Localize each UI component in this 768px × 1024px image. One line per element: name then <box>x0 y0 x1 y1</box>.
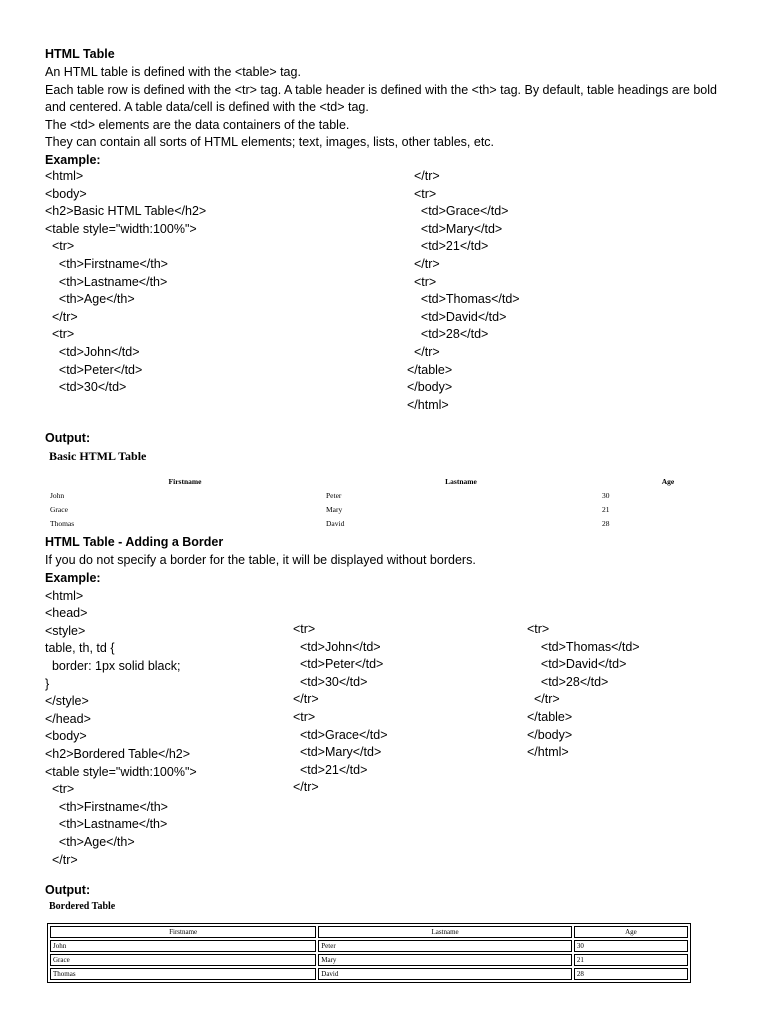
table-cell: Grace <box>50 954 316 966</box>
table-cell: 21 <box>602 504 610 514</box>
code-line: <td>30</td> <box>293 674 368 689</box>
section1-intro <box>45 64 725 170</box>
code-line: <th>Age</th> <box>45 292 135 307</box>
code-line: } <box>45 676 50 691</box>
code-line: border: 1px solid black; <box>45 658 181 673</box>
table-cell: Peter <box>326 490 342 500</box>
table-header-cell: Lastname <box>318 926 572 938</box>
code-line: <td>John</td> <box>45 344 140 359</box>
code-line: <tr> <box>527 622 550 636</box>
code-line: </html> <box>527 745 569 760</box>
code-line: <th>Lastname</th> <box>45 817 168 832</box>
code-line: Example: <box>45 571 101 585</box>
code-line: <tr> <box>407 274 437 289</box>
code-line: <table style="width:100%"> <box>45 764 197 779</box>
basic-table-heading: Basic HTML Table <box>49 449 147 463</box>
code-line: <th>Lastname</th> <box>45 274 168 289</box>
section1-code-right <box>407 168 520 414</box>
table-header-cell: Age <box>574 926 688 938</box>
example-label: Example: <box>45 152 101 167</box>
code-line: <th>Age</th> <box>45 834 135 849</box>
table-cell: 28 <box>602 518 610 528</box>
section2-code-col2 <box>293 621 388 797</box>
code-line: <td>21</td> <box>293 762 368 777</box>
table-header-row <box>50 926 688 938</box>
code-line: <td>30</td> <box>45 380 127 395</box>
basic-output-table <box>47 474 737 530</box>
code-line: <head> <box>45 606 88 621</box>
code-line: <td>David</td> <box>527 657 627 672</box>
code-line: </tr> <box>407 256 440 271</box>
code-line: </tr> <box>407 169 440 183</box>
bordered-output-table <box>47 923 691 983</box>
intro-line: The <td> elements are the data containers of the table. <box>45 117 350 132</box>
code-line: <td>Thomas</td> <box>407 292 520 307</box>
code-line: <td>28</td> <box>407 327 489 342</box>
code-line: <td>Grace</td> <box>407 204 509 219</box>
table-cell: 28 <box>574 968 688 980</box>
section1-title: HTML Table <box>45 47 115 61</box>
code-line: <tr> <box>45 327 75 342</box>
code-line: <td>Peter</td> <box>45 362 143 377</box>
table-cell: John <box>50 490 65 500</box>
code-line: <td>Mary</td> <box>407 221 503 236</box>
code-line: </tr> <box>45 852 78 867</box>
table-row <box>50 940 688 952</box>
table-header-cell: Firstname <box>50 926 316 938</box>
table-header-cell: Age <box>661 476 675 486</box>
code-line: <tr> <box>293 709 316 724</box>
code-line: <td>Thomas</td> <box>527 639 640 654</box>
code-line: </table> <box>527 709 573 724</box>
code-line: <td>Mary</td> <box>293 745 382 760</box>
section2-code-col3 <box>527 621 640 762</box>
table-header-cell: Lastname <box>445 476 477 486</box>
code-line: </tr> <box>527 692 560 707</box>
table-cell: Grace <box>50 504 68 514</box>
code-line: <td>Peter</td> <box>293 657 384 672</box>
table-cell: Peter <box>318 940 572 952</box>
output-label: Output: <box>45 883 91 897</box>
section2-intro: If you do not specify a border for the table, it will be displayed without borders. <box>45 553 476 567</box>
table-row <box>47 488 737 502</box>
table-cell: Mary <box>318 954 572 966</box>
code-line: <th>Firstname</th> <box>45 799 168 814</box>
code-line: <h2>Bordered Table</h2> <box>45 746 191 761</box>
code-line: <table style="width:100%"> <box>45 221 197 236</box>
section1-code-left <box>45 168 206 397</box>
table-row <box>47 516 737 530</box>
table-header-cell: Firstname <box>168 476 202 486</box>
code-line: </tr> <box>45 309 78 324</box>
code-line: <tr> <box>45 782 75 797</box>
code-line: <html> <box>45 588 84 603</box>
code-line: <td>David</td> <box>407 309 507 324</box>
code-line: </tr> <box>293 780 319 795</box>
table-cell: 21 <box>574 954 688 966</box>
code-line: </html> <box>407 397 449 412</box>
code-line: </style> <box>45 694 89 709</box>
table-header-row <box>47 474 737 488</box>
code-line: table, th, td { <box>45 641 115 656</box>
table-cell: David <box>318 968 572 980</box>
output-label: Output: <box>45 431 91 445</box>
code-line: <td>28</td> <box>527 674 609 689</box>
section2-title: HTML Table - Adding a Border <box>45 535 224 549</box>
intro-line: An HTML table is defined with the <table> tag. <box>45 65 301 79</box>
code-line: <body> <box>45 186 87 201</box>
code-line: </head> <box>45 711 91 726</box>
code-line: <tr> <box>293 622 316 636</box>
table-cell: Thomas <box>50 518 75 528</box>
table-cell: 30 <box>602 490 610 500</box>
table-row <box>50 954 688 966</box>
table-row <box>47 502 737 516</box>
code-line: </body> <box>527 727 573 742</box>
intro-line: Each table row is defined with the <tr> tag. A table header is defined with the <th> tag. By default, table headings are bold and centered. A table data/cell is defined with the <td> tag. <box>45 82 717 115</box>
code-line: <style> <box>45 623 86 638</box>
code-line: <td>21</td> <box>407 239 489 254</box>
table-cell: David <box>326 518 345 528</box>
table-row <box>50 968 688 980</box>
code-line: <td>John</td> <box>293 639 381 654</box>
code-line: <h2>Basic HTML Table</h2> <box>45 204 207 219</box>
code-line: <html> <box>45 169 84 183</box>
table-cell: John <box>50 940 316 952</box>
code-line: <tr> <box>407 186 437 201</box>
code-line: <td>Grace</td> <box>293 727 388 742</box>
code-line: </tr> <box>407 344 440 359</box>
bordered-table-heading: Bordered Table <box>49 901 116 912</box>
code-line: </table> <box>407 362 453 377</box>
table-cell: Mary <box>326 504 343 514</box>
table-cell: 30 <box>574 940 688 952</box>
code-line: </body> <box>407 380 453 395</box>
code-line: <tr> <box>45 239 75 254</box>
table-cell: Thomas <box>50 968 316 980</box>
section2-code-col1 <box>45 570 197 869</box>
code-line: </tr> <box>293 692 319 707</box>
code-line: <body> <box>45 729 87 744</box>
code-line: <th>Firstname</th> <box>45 256 168 271</box>
intro-line: They can contain all sorts of HTML elements; text, images, lists, other tables, etc. <box>45 135 495 150</box>
